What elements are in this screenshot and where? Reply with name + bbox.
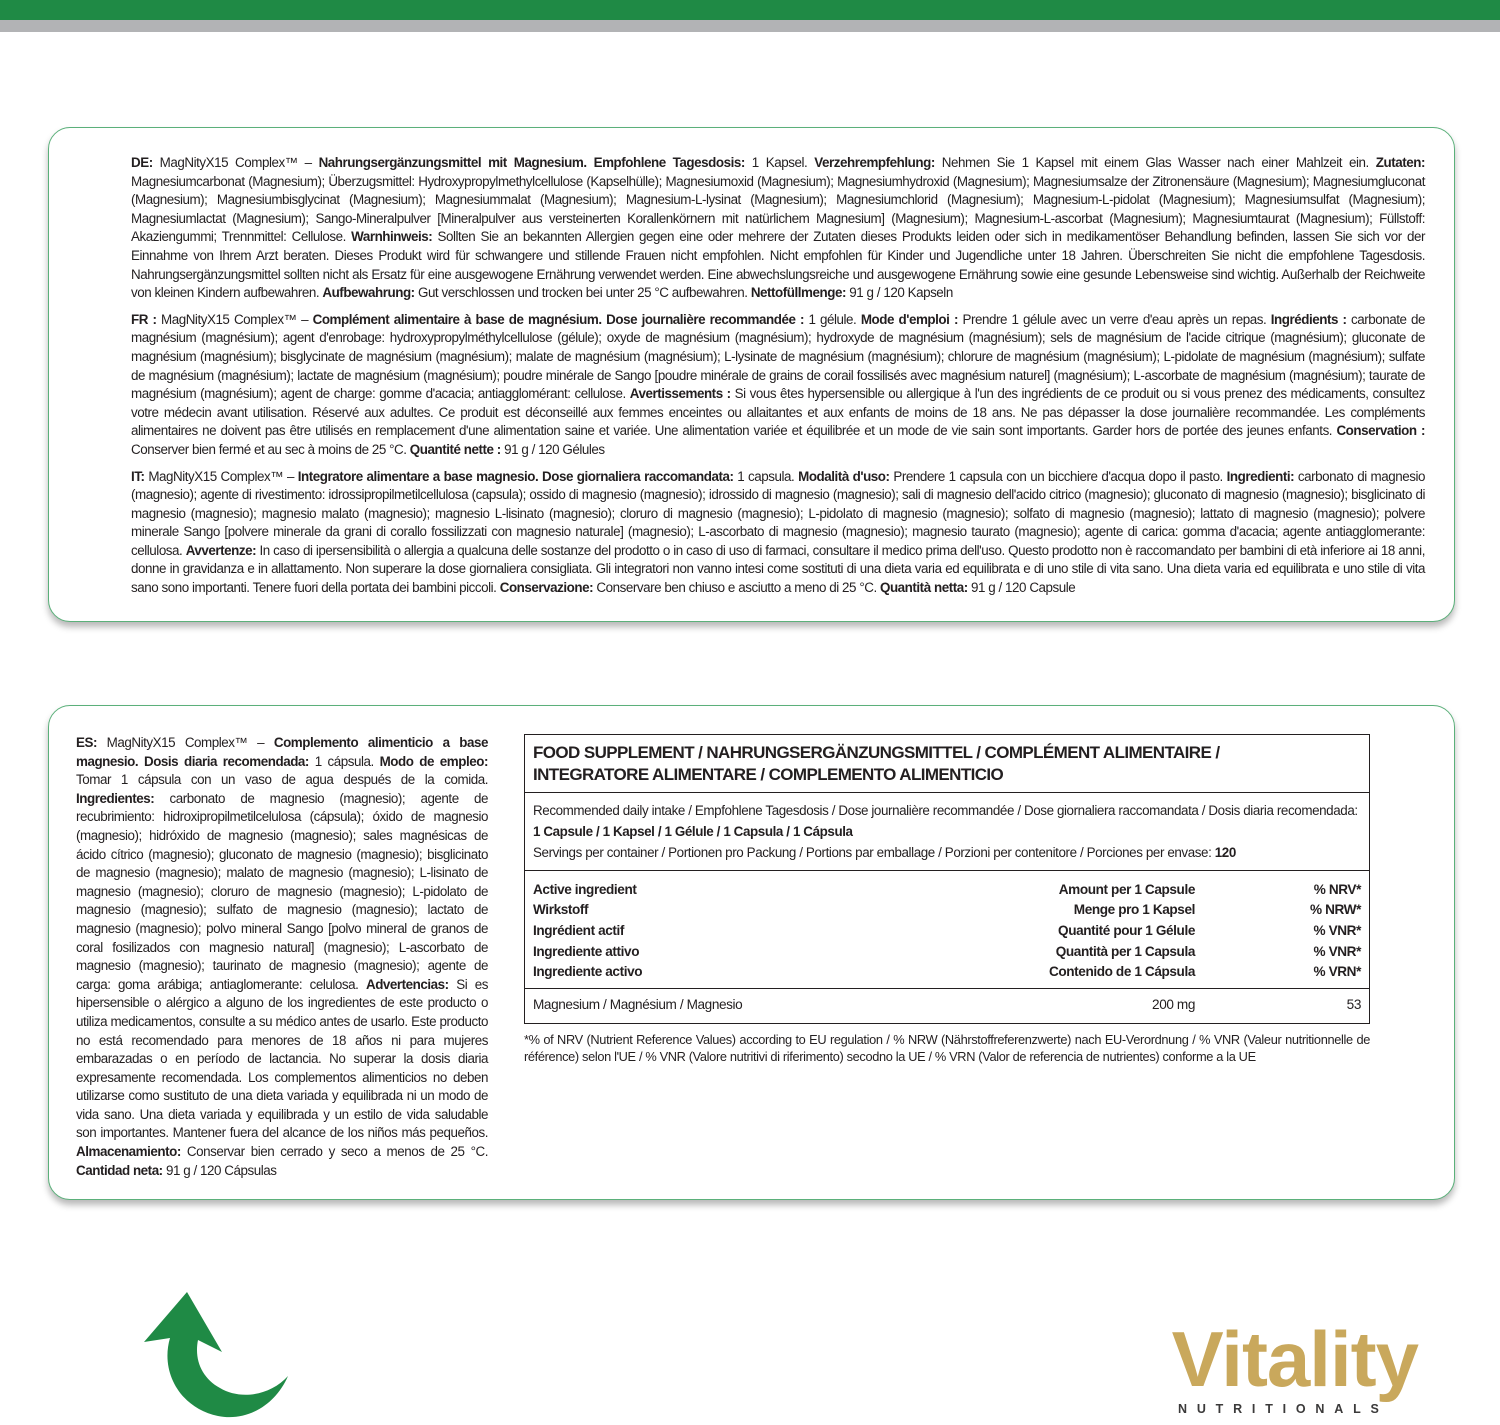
- label-text: 91 g / 120 Cápsulas: [162, 1162, 277, 1178]
- label-bold-text: Zutaten:: [1375, 155, 1425, 170]
- label-text: carbonato di magnesio (magnesio); agente di rivestimento: idrossipropilmetilcellulosa (capsula); ossido di magnesio (magnesio); idrossido di magnesio (magnesio); sali di magnesio dell'acido citrico (magnesio); gluconato di magnesio (magnesio); bisglicinato di magnesio (magnesio); magnesio malato (magnesio); magnesio L-lisinato (magnesio); cloruro di magnesio (magnesio); L-pidolato di magnesio (magnesio); solfato di magnesio (magnesio); lattato di magnesio (magnesio); polvere minerale Sango [polvere minerale da grani di corallo fossilizzati con magnesio naturale] (magnesio); L-ascorbato di magnesio (magnesio); magnesio taurato (magnesio); agente di carica: gomma d'acacia; agente antiagglomerante: cellulosa.: [131, 468, 1425, 558]
- label-text-fr: [131, 311, 1425, 460]
- label-bold-text: Almacenamiento:: [76, 1144, 181, 1160]
- header-ingredient: Ingrediente activo: [533, 964, 643, 980]
- label-text-es: [76, 734, 488, 1180]
- label-text: carbonato de magnesio (magnesio); agente de recubrimiento: hidroxipropilmetilcelulosa (cápsula); óxido de magnesio (magnesio); hidróxido de magnesio (magnesio); sales magnésicas de ácido cítrico (magnesio); gluconato de magnesio (magnesio); bisglicinato de magnesio (magnesio); malato de magnesio (magnesio); L-lisinato de magnesio (magnesio); cloruro de magnesio (magnesio); L-pidolato de magnesio (magnesio); sulfato de magnesio (magnesio); lactato de magnesio (magnesio); polvo mineral Sango [polvo mineral de granos de coral fosilizados con magnesio natural] (magnesio); L-ascorbato de magnesio (magnesio); taurinato de magnesio (magnesio); agente de carga: goma arábiga; antiaglomerante: celulosa.: [76, 790, 488, 992]
- label-text: Magnesiumcarbonat (Magnesium); Überzugsmittel: Hydroxypropylmethylcellulose (Kapselhülle); Magnesiumoxid (Magnesium); Magnesiumhydroxid (Magnesium); Magnesiumsalze der Zitronensäure (Magnesium); Magnesiumgluconat (Magnesium); Magnesiumbisglycinat (Magnesium); Magnesiummalat (Magnesium); Magnesium-L-lysinat (Magnesium); Magnesiumchlorid (Magnesium); Magnesium-L-pidolat (Magnesium); Magnesiumsulfat (Magnesium); Magnesiumlactat (Magnesium); Sango-Mineralpulver [Mineralpulver aus versteinerten Korallenkörnern mit natürlichem Magnesium] (Magnesium); Magnesium-L-ascorbat (Magnesium); Magnesiumtaurat (Magnesium); Füllstoff: Akaziengummi; Trennmittel: Cellulose.: [131, 173, 1425, 245]
- label-text: carbonate de magnésium (magnésium); agent d'enrobage: hydroxypropylméthylcellulose (gélule); oxyde de magnésium (magnésium); hydroxyde de magnésium (magnésium); sels de magnésium de l'acide citrique (magnésium); gluconate de magnésium (magnésium); bisglycinate de magnésium (magnésium); malate de magnésium (magnésium); L-lysinate de magnésium (magnésium); chlorure de magnésium (magnésium); L-pidolate de magnésium (magnésium); sulfate de magnésium (magnésium); lactate de magnésium (magnésium); poudre minérale de Sango [poudre minérale de grains de corail fossilisés avec magnésium naturel] (magnésium); L-ascorbate de magnésium (magnésium); taurate de magnésium (magnésium); agent de charge: gomme d'acacia; antiagglomérant: cellulose.: [131, 311, 1426, 402]
- label-text: Si vous êtes hypersensible ou allergique à l'un des ingrédients de ce produit ou si vous prenez des médicaments, consultez votre médecin avant utilisation. Réservé aux adultes. Ce produit est déconseillé aux femmes enceintes ou allaitantes et aux enfants de moins de 18 ans. Ne pas dépasser la dose journalière recommandée. Les compléments alimentaires ne doivent pas être utilisés en remplacement d'une alimentation saine et variée. Une alimentation variée et équilibrée et un mode de vie sain sont importants. Garder hors de portée des jeunes enfants.: [131, 386, 1425, 439]
- nutrition-facts: [524, 734, 1370, 1078]
- header-percent: % VRN*: [1313, 964, 1361, 980]
- label-text: 1 gélule.: [803, 311, 861, 327]
- label-bold-text: Avertissements :: [629, 386, 731, 402]
- label-text: Conservare ben chiuso e asciutto a meno di 25 °C.: [593, 580, 880, 596]
- header-amount: Quantità per 1 Capsula: [1055, 943, 1195, 959]
- header-ingredient: Ingrédient actif: [533, 922, 625, 938]
- label-bold-text: Advertencias:: [365, 976, 449, 992]
- header-row: [525, 941, 1369, 962]
- label-text: 1 Kapsel.: [744, 155, 815, 170]
- label-text: MagNityX15 Complex™ –: [144, 468, 298, 484]
- header-ingredient: Active ingredient: [533, 881, 637, 897]
- top-gray-band: [0, 20, 1500, 32]
- nutrition-table-header: [525, 871, 1369, 988]
- header-amount: Contenido de 1 Cápsula: [1048, 964, 1195, 980]
- label-text: MagNityX15 Complex™ –: [156, 311, 313, 327]
- nutrition-title: [525, 735, 1369, 793]
- language-blocks: [131, 154, 1425, 606]
- daily-intake-value: 1 Capsule / 1 Kapsel / 1 Gélule / 1 Capsula / 1 Cápsula: [533, 824, 853, 839]
- label-bold-text: Quantité nette :: [409, 441, 501, 457]
- label-bold-text: Modalità d'uso:: [798, 468, 890, 484]
- label-text: Prendre 1 gélule avec un verre d'eau après un repas.: [957, 311, 1271, 327]
- brand-name: Vitality: [1171, 1315, 1418, 1403]
- label-bold-text: Complément alimentaire à base de magnésium. Dose journalière recommandée :: [312, 311, 804, 327]
- label-text: Si es hipersensible o alérgico a alguno de los ingredientes de este producto o utiliza medicamentos, consulte a su médico antes de usarlo. Este producto no está recomendado para menores de 18 años ni para mujeres embarazadas o en período de lactancia. No superar la dosis diaria expresamente recomendada. Los complementos alimenticios no deben utilizarse como sustituto de una dieta variada y equilibrada ni un modo de vida sano. Una dieta variada y equilibrada y un estilo de vida saludable son importantes. Mantener fuera del alcance de los niños más pequeños.: [76, 976, 488, 1141]
- label-text: Conserver bien fermé et au sec à moins de 25 °C.: [131, 441, 410, 457]
- label-bold-text: IT:: [131, 468, 145, 484]
- label-text: Sollten Sie an bekannten Allergien gegen eine oder mehrere der Zutaten dieses Produkts leiden oder sich in medikamentöser Behandlung befinden, lassen Sie sich vor der Einnahme von Ihrem Arzt beraten. Dieses Produkt wird für schwangere und stillende Frauen nicht empfohlen. Nicht empfohlen für Kinder und Jugendliche unter 18 Jahren. Überschreiten Sie nicht die empfohlene Tagesdosis. Nahrungsergänzungsmittel sollten nicht als Ersatz für eine ausgewogene Ernährung verwendet werden. Eine abwechslungsreiche und ausgewogene Ernährung sowie eine gesunde Lebensweise sind wichtig. Außerhalb der Reichweite von kleinen Kindern aufbewahren.: [131, 229, 1425, 301]
- label-text: Gut verschlossen und trocken bei unter 25 °C aufbewahren.: [414, 285, 751, 301]
- label-text: Tomar 1 cápsula con un vaso de agua después de la comida.: [76, 772, 488, 788]
- daily-intake-label: Recommended daily intake / Empfohlene Tagesdosis / Dose journalière recommandée / Dose giornaliera raccomandata / Dosis diaria recomendada:: [533, 803, 1358, 818]
- label-text: Nehmen Sie 1 Kapsel mit einem Glas Wasser nach einer Mahlzeit ein.: [934, 155, 1376, 170]
- label-bold-text: Verzehrempfehlung:: [814, 155, 935, 170]
- header-percent: % NRV*: [1313, 881, 1361, 897]
- label-bold-text: Warnhinweis:: [351, 229, 433, 245]
- nutrition-table-body: [525, 989, 1369, 1023]
- header-amount: Menge pro 1 Kapsel: [1073, 902, 1195, 918]
- header-ingredient: Ingrediente attivo: [533, 943, 640, 959]
- label-bold-text: Aufbewahrung:: [322, 285, 415, 301]
- nutrition-table-box: [524, 734, 1370, 1024]
- label-bold-text: Integratore alimentare a base magnesio. Dose giornaliera raccomandata:: [297, 468, 734, 484]
- nutrition-title-line-2: INTEGRATORE ALIMENTARE / COMPLEMENTO ALIMENTICIO: [533, 765, 1004, 784]
- label-bold-text: Quantità netta:: [879, 580, 968, 596]
- label-bold-text: ES:: [76, 735, 97, 750]
- label-bold-text: DE:: [131, 155, 153, 170]
- label-text: Prendere 1 capsula con un bicchiere d'acqua dopo il pasto.: [889, 468, 1227, 484]
- row-ingredient: Magnesium / Magnésium / Magnesio: [533, 997, 743, 1013]
- label-text: MagNityX15 Complex™ –: [152, 155, 319, 170]
- table-row: [525, 989, 1369, 1023]
- servings-line: [533, 842, 1361, 863]
- label-bold-text: Conservation :: [1336, 423, 1425, 439]
- label-text-de: [131, 154, 1425, 303]
- servings-label: Servings per container / Portionen pro Packung / Portions par emballage / Porzioni per contenitore / Porciones per envase:: [533, 845, 1215, 860]
- header-percent: % NRW*: [1310, 902, 1361, 918]
- brand-subtitle: NUTRITIONALS: [1178, 1402, 1389, 1416]
- label-bold-text: Modo de empleo:: [379, 753, 488, 769]
- brand-logo: [1170, 1315, 1460, 1421]
- header-percent: % VNR*: [1313, 922, 1361, 938]
- label-text: 1 cápsula.: [308, 753, 380, 769]
- label-text: 91 g / 120 Capsule: [967, 580, 1076, 596]
- row-percent: 53: [1346, 997, 1361, 1013]
- label-text: 91 g / 120 Gélules: [500, 441, 605, 457]
- nutrition-table: [525, 871, 1369, 1023]
- nutrition-serving-info: [525, 793, 1369, 871]
- header-amount: Quantité pour 1 Gélule: [1058, 922, 1195, 938]
- label-panel-languages: [48, 127, 1455, 622]
- header-ingredient: Wirkstoff: [533, 902, 589, 918]
- label-text-it: [131, 468, 1425, 598]
- label-bold-text: Ingredientes:: [76, 790, 155, 806]
- header-percent: % VNR*: [1313, 943, 1361, 959]
- nutrition-title-line-1: FOOD SUPPLEMENT / NAHRUNGSERGÄNZUNGSMITTEL / COMPLÉMENT ALIMENTAIRE /: [533, 743, 1220, 762]
- label-bold-text: Cantidad neta:: [76, 1162, 163, 1178]
- header-row: [525, 920, 1369, 941]
- label-text: MagNityX15 Complex™ –: [96, 735, 274, 750]
- label-bold-text: Mode d'emploi :: [860, 311, 958, 327]
- header-amount: Amount per 1 Capsule: [1058, 881, 1195, 897]
- label-text: 91 g / 120 Kapseln: [845, 285, 953, 301]
- label-bold-text: Nettofüllmenge:: [750, 285, 846, 301]
- label-bold-text: FR :: [131, 311, 157, 327]
- header-row: [525, 871, 1369, 900]
- label-text: Conservar bien cerrado y seco a menos de 25 °C.: [180, 1144, 488, 1160]
- label-text: In caso di ipersensibilità o allergia a qualcuna delle sostanze del prodotto o in caso di uso di farmaci, consultare il medico prima dell'uso. Questo prodotto non è raccomandato per bambini di età inferiore ai 18 anni, donne in gravidanza e in allattamento. Non superare la dose giornaliera consigliata. Gli integratori non vanno intesi come sostituti di una dieta varia ed equilibrata e di uno stile di vita sano. Una dieta varia ed equilibrata e uno stile di vita sano sono importanti. Tenere fuori della portata dei bambini piccoli.: [131, 542, 1425, 596]
- label-panel-nutrition: [48, 705, 1455, 1200]
- recycle-arrow-icon: [130, 1290, 290, 1420]
- servings-value: 120: [1214, 845, 1236, 860]
- header-row: [525, 900, 1369, 921]
- row-amount: 200 mg: [1152, 997, 1195, 1013]
- label-bold-text: Complemento alimenticio a base magnesio. Dosis diaria recomendada:: [76, 735, 488, 769]
- label-bold-text: Nahrungsergänzungsmittel mit Magnesium. Empfohlene Tagesdosis:: [318, 155, 745, 170]
- top-green-band: [0, 0, 1500, 20]
- label-text: 1 capsula.: [733, 468, 799, 484]
- label-bold-text: Conservazione:: [499, 580, 594, 596]
- nutrition-footnote: *% of NRV (Nutrient Reference Values) according to EU regulation / % NRW (Nährstoffreferenzwerte) nach EU-Verordnung / % VNR (Valeur nutritionnelle de référence) selon l'UE / % VNR (Valore nutritivi di riferimento) secodno la UE / % VRN (Valor de referencia de nutrientes) conforme a la UE: [524, 1031, 1370, 1064]
- label-bold-text: Avvertenze:: [185, 542, 257, 558]
- label-bold-text: Ingrédients :: [1270, 311, 1347, 327]
- header-row: [525, 961, 1369, 988]
- label-bold-text: Ingredienti:: [1226, 468, 1295, 484]
